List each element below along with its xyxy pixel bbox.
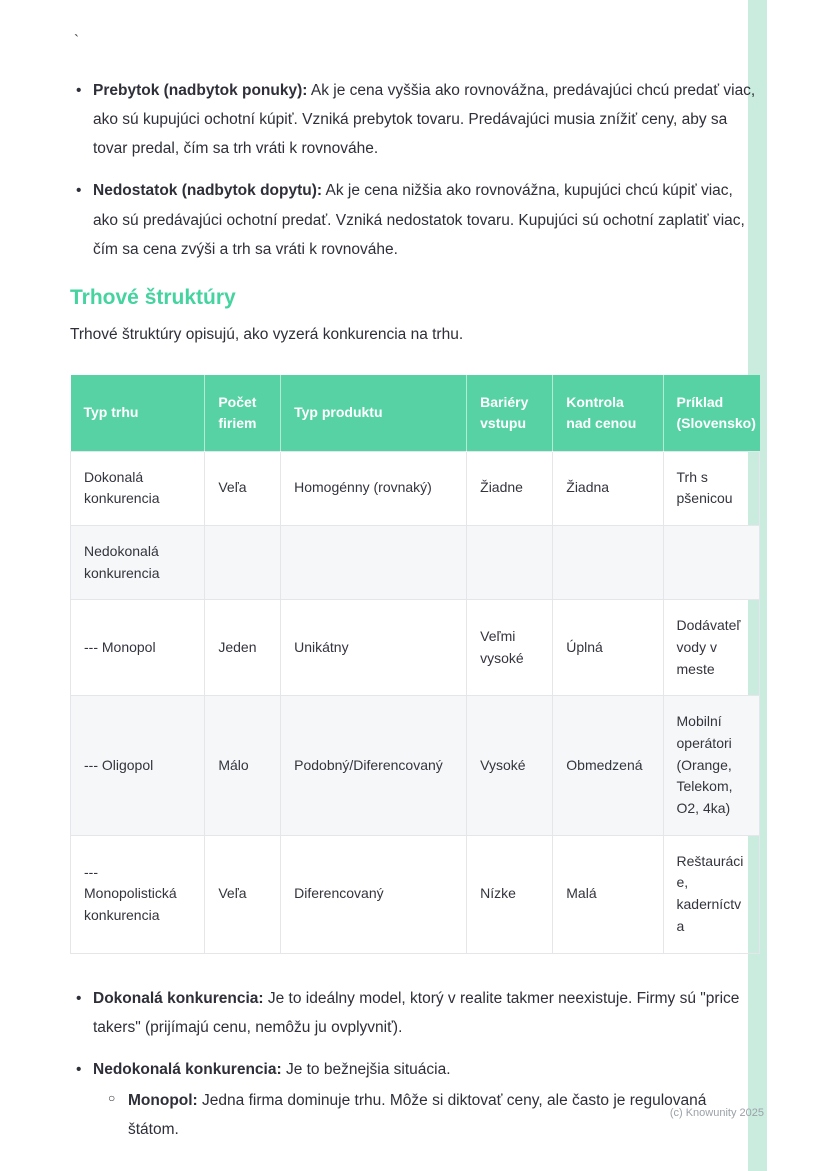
bullet-text: Ak je cena vyššia ako rovnovážna, predávajúci chcú predať viac, ako sú kupujúci ochotní kúpiť. Vzniká prebytok tovaru. Predávajúci musia znížiť ceny, aby sa tovar predal, čím sa trh vráti k rovnováhe. [93, 82, 756, 158]
table-cell [553, 525, 663, 599]
table-cell: Dokonalá konkurencia [71, 451, 205, 525]
table-cell: --- Oligopol [71, 696, 205, 835]
header-cell-typ-trhu: Typ trhu [71, 375, 205, 452]
table-cell: Unikátny [281, 600, 467, 696]
table-cell: Málo [205, 696, 281, 835]
table-cell: Žiadne [467, 451, 553, 525]
table-cell [205, 525, 281, 599]
section-heading: Trhové štruktúry [70, 285, 236, 309]
table-cell: --- Monopol [71, 600, 205, 696]
table-cell: Jeden [205, 600, 281, 696]
table-cell [467, 525, 553, 599]
bullet-item-perfect-competition [70, 984, 760, 1042]
table-cell: Trh s pšenicou [663, 451, 760, 525]
table-cell: --- Monopolistická konkurencia [71, 835, 205, 953]
header-cell-bariery-vstupu: Bariéry vstupu [467, 375, 553, 452]
bullet-item-imperfect-competition [70, 1055, 760, 1144]
bullet-text: Je to ideálny model, ktorý v realite takmer neexistuje. Firmy sú "price takers" (prijímajú cenu, nemôžu ju ovplyvniť). [93, 989, 740, 1036]
table-row [71, 451, 760, 525]
table-row [71, 696, 760, 835]
table-header-row [71, 375, 760, 452]
bullet-item-shortage [70, 176, 760, 263]
table-cell [281, 525, 467, 599]
table-cell: Diferencovaný [281, 835, 467, 953]
bullet-item-surplus [70, 76, 760, 163]
table-cell: Žiadna [553, 451, 663, 525]
market-structures-table [70, 375, 760, 954]
sub-bullet-item-monopoly [106, 1086, 760, 1144]
table-cell [663, 525, 760, 599]
table-cell: Veľmi vysoké [467, 600, 553, 696]
table-cell: Reštaurácie, kaderníctva [663, 835, 760, 953]
header-cell-kontrola-nad-cenou: Kontrola nad cenou [553, 375, 663, 452]
section-intro-paragraph: Trhové štruktúry opisujú, ako vyzerá konkurencia na trhu. [70, 325, 464, 343]
table-cell: Veľa [205, 451, 281, 525]
table-row [71, 600, 760, 696]
stray-character: ` [74, 32, 79, 49]
table-row [71, 525, 760, 599]
bullet-lead: Dokonalá konkurencia: [93, 989, 264, 1007]
header-cell-priklad: Príklad (Slovensko) [663, 375, 760, 452]
bullet-text: Jedna firma dominuje trhu. Môže si diktovať ceny, ale často je regulovaná štátom. [128, 1091, 707, 1139]
table-cell: Homogénny (rovnaký) [281, 451, 467, 525]
bullet-lead: Nedokonalá konkurencia: [93, 1060, 282, 1078]
table-cell: Vysoké [467, 696, 553, 835]
table-cell: Veľa [205, 835, 281, 953]
bullet-text: Ak je cena nižšia ako rovnovážna, kupujúci chcú kúpiť viac, ako sú predávajúci ochotní predať. Vzniká nedostatok tovaru. Kupujúci sú ochotní zaplatiť viac, čím sa cena zvýši a trh sa vráti k rovnováhe. [93, 182, 745, 258]
table-cell: Úplná [553, 600, 663, 696]
sub-bullet-list [106, 1086, 760, 1144]
table-cell: Malá [553, 835, 663, 953]
bullet-lead: Monopol: [128, 1091, 198, 1109]
footer-credit: (c) Knowunity 2025 [669, 1107, 764, 1119]
header-cell-typ-produktu: Typ produktu [281, 375, 467, 452]
table-cell: Dodávateľ vody v meste [663, 600, 760, 696]
header-cell-pocet-firiem: Počet firiem [205, 375, 281, 452]
intro-bullet-list [70, 76, 760, 264]
page-content [70, 76, 760, 1157]
table-cell: Nedokonalá konkurencia [71, 525, 205, 599]
table-cell: Obmedzená [553, 696, 663, 835]
bullet-lead: Nedostatok (nadbytok dopytu): [93, 182, 323, 200]
bullet-lead: Prebytok (nadbytok ponuky): [93, 82, 308, 99]
table-row [71, 835, 760, 953]
table-cell: Nízke [467, 835, 553, 953]
bullet-text: Je to bežnejšia situácia. [281, 1060, 451, 1078]
table-cell: Mobilní operátori (Orange, Telekom, O2, 4ka) [663, 696, 760, 835]
outro-bullet-list [70, 984, 760, 1145]
table-cell: Podobný/Diferencovaný [281, 696, 467, 835]
